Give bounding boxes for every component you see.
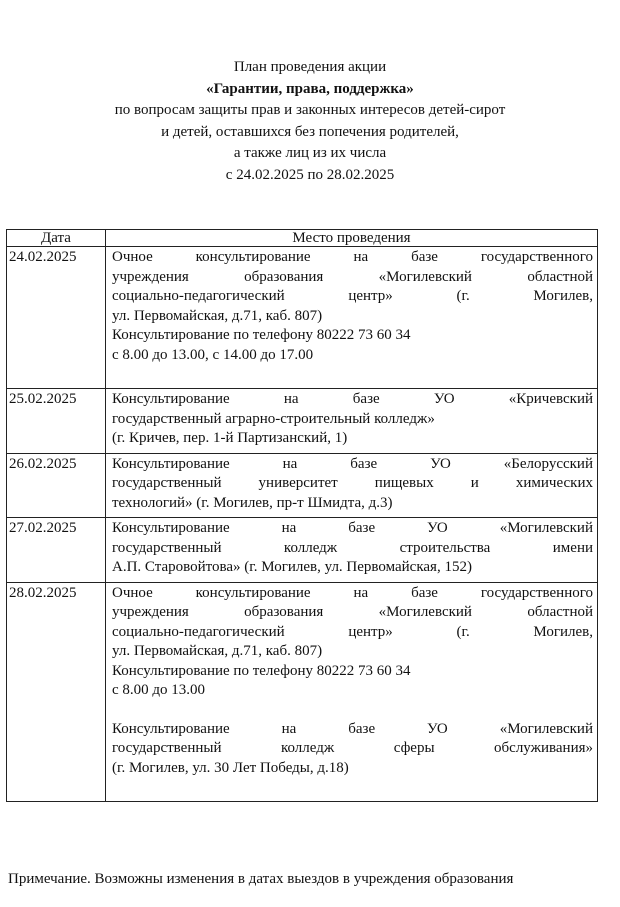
place-line: Консультирование на базе УО «Белорусский	[112, 455, 593, 472]
header-date-range: с 24.02.2025 по 28.02.2025	[225, 166, 395, 183]
row-place	[106, 389, 598, 454]
table-row	[7, 453, 598, 518]
place-hours-line: с 8.00 до 13.00, с 14.00 до 17.00	[112, 346, 314, 363]
row-date: 25.02.2025	[7, 389, 106, 454]
campaign-name: «Гарантии, права, поддержка»	[206, 80, 414, 97]
row-date: 24.02.2025	[7, 247, 106, 389]
table-header-row	[7, 230, 598, 247]
place-phone-line: Консультирование по телефону 80222 73 60 34	[112, 327, 411, 343]
row-date: 28.02.2025	[7, 582, 106, 802]
row-date: 27.02.2025	[7, 518, 106, 583]
spacer	[112, 365, 593, 384]
place-line: Консультирование на базе УО «Кричевский	[112, 391, 593, 407]
place-line: (г. Кричев, пер. 1-й Партизанский, 1)	[112, 430, 348, 446]
schedule-table	[6, 229, 598, 802]
place-line: государственный аграрно-строительный колледж»	[112, 410, 435, 427]
place-line: ул. Первомайская, д.71, каб. 807)	[112, 643, 323, 659]
place-line: государственный колледж сферы обслуживания»	[112, 740, 593, 756]
place-line: государственный колледж строительства имени	[112, 539, 593, 556]
place-line: Очное консультирование на базе государственного	[112, 584, 593, 601]
column-header-date: Дата	[7, 230, 106, 247]
header-subject-line-1: по вопросам защиты прав и законных интересов детей-сирот	[114, 102, 506, 118]
table-row	[7, 247, 598, 389]
place-line: Консультирование на базе УО «Могилевский	[112, 520, 593, 536]
document-header	[0, 57, 620, 186]
spacer	[112, 701, 593, 720]
place-line: социально-педагогический центр» (г. Могилев,	[112, 288, 593, 304]
place-line: Консультирование на базе УО «Могилевский	[112, 720, 593, 737]
place-phone-line: Консультирование по телефону 80222 73 60 34	[112, 662, 411, 679]
row-place	[106, 247, 598, 389]
table-row	[7, 582, 598, 802]
place-line: Очное консультирование на базе государственного	[112, 249, 593, 265]
row-place	[106, 582, 598, 802]
place-line: (г. Могилев, ул. 30 Лет Победы, д.18)	[112, 759, 349, 776]
column-header-place: Место проведения	[106, 230, 598, 247]
row-place	[106, 518, 598, 583]
row-place	[106, 453, 598, 518]
row-date: 26.02.2025	[7, 453, 106, 518]
place-hours-line: с 8.00 до 13.00	[112, 682, 206, 698]
place-line: технологий» (г. Могилев, пр-т Шмидта, д.3)	[112, 494, 393, 511]
header-subject-line-2: и детей, оставшихся без попечения родителей,	[161, 123, 459, 140]
place-line: ул. Первомайская, д.71, каб. 807)	[112, 307, 323, 324]
header-title: План проведения акции	[233, 59, 387, 75]
place-line: государственный университет пищевых и химических	[112, 475, 593, 491]
place-line: учреждения образования «Могилевский областной	[112, 268, 593, 285]
header-subject-line-3: а также лиц из их числа	[233, 145, 387, 161]
place-line: учреждения образования «Могилевский областной	[112, 604, 593, 620]
table-row	[7, 389, 598, 454]
footnote: Примечание. Возможны изменения в датах выездов в учреждения образования	[8, 871, 514, 887]
spacer	[112, 778, 593, 797]
place-line: А.П. Старовойтова» (г. Могилев, ул. Первомайская, 152)	[112, 559, 472, 575]
place-line: социально-педагогический центр» (г. Могилев,	[112, 623, 593, 640]
table-row	[7, 518, 598, 583]
